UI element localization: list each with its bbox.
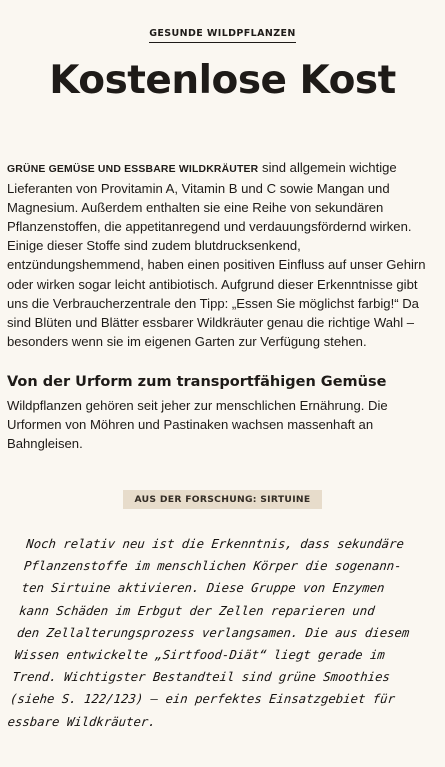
research-note-line: Pflanzenstoffe im menschlichen Körper die sogenann-	[23, 559, 403, 574]
research-note-line: Wissen entwickelte „Sirtfood-Diät“ liegt gerade im	[13, 648, 386, 663]
research-badge: AUS DER FORSCHUNG: SIRTUINE	[123, 490, 323, 509]
intro-text: sind allgemein wichtige Lieferanten von Provitamin A, Vitamin B und C sowie Mangan und Magnesium. Außerdem enthalten sie eine Reihe von sekundären Pflanzenstoffen, die appetitanregend und verdauungsfördernd wirken. Einige dieser Stoffe sind zudem blutdrucksenkend, entzündungshemmend, haben einen positiven Einfluss auf unser Gehirn oder wirken sogar leicht antibiotisch. Aufgrund dieser Erkenntnisse gibt uns die Verbraucherzentrale den Tipp: „Essen Sie möglichst farbig!“ Da sind Blüten und Blätter essbarer Wildkräuter genau die richtige Wahl – besonders wenn sie im eigenen Garten zur Verfügung stehen.	[7, 160, 426, 349]
research-note-line: Noch relativ neu ist die Erkenntnis, dass sekundäre	[25, 537, 405, 551]
research-note-line: ten Sirtuine aktivieren. Diese Gruppe von Enzymen	[20, 581, 386, 596]
page-title: Kostenlose Kost	[49, 58, 396, 103]
research-badge-wrapper	[0, 489, 445, 509]
intro-paragraph	[7, 158, 435, 351]
section-kicker	[0, 23, 445, 41]
kicker-label: GESUNDE WILDPFLANZEN	[149, 28, 296, 43]
research-note-line: (siehe S. 122/123) – ein perfektes Einsatzgebiet für	[9, 692, 396, 707]
intro-lead: GRÜNE GEMÜSE UND ESSBARE WILDKRÄUTER	[7, 164, 259, 175]
section-heading: Von der Urform zum transportfähigen Gemüse	[7, 374, 387, 390]
research-note	[6, 533, 445, 733]
research-note-line: essbare Wildkräuter.	[6, 714, 157, 729]
research-note-line: kann Schäden im Erbgut der Zellen reparieren und	[18, 603, 376, 618]
research-note-line: den Zellalterungsprozess verlangsamen. Die aus diesem	[16, 625, 411, 640]
section-paragraph: Wildpflanzen gehören seit jeher zur menschlichen Ernährung. Die Urformen von Möhren und Pastinaken wachsen massenhaft an Bahngleisen.	[7, 398, 388, 452]
research-note-line: Trend. Wichtigster Bestandteil sind grüne Smoothies	[11, 670, 391, 685]
